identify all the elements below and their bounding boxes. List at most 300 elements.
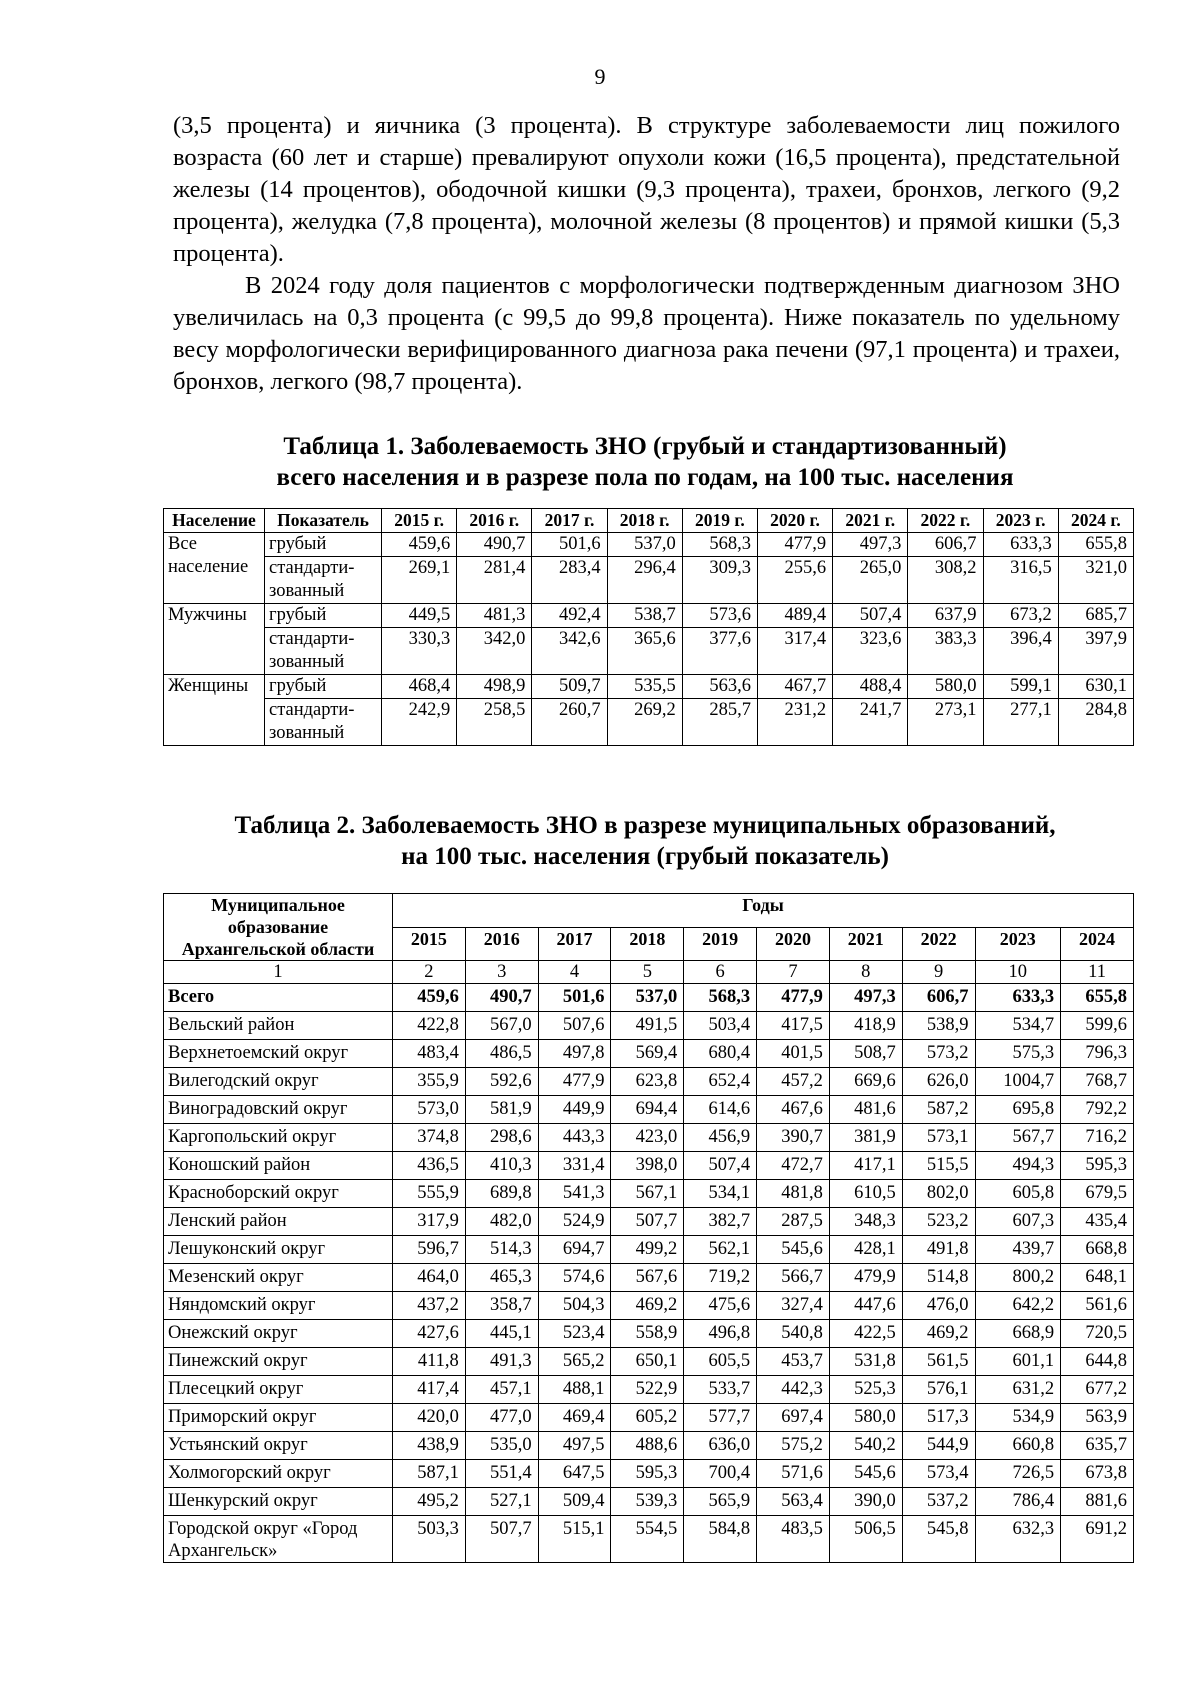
table2-value-cell: 573,4 <box>902 1460 975 1488</box>
table2-column-number: 11 <box>1061 961 1134 984</box>
table1-indicator-cell: стандарти-зованный <box>265 699 382 746</box>
table1-value-cell: 599,1 <box>983 675 1058 699</box>
table1-value-cell: 285,7 <box>682 699 757 746</box>
table2-value-cell: 695,8 <box>975 1096 1061 1124</box>
table2-row <box>164 1488 1134 1516</box>
table1-value-cell: 606,7 <box>908 533 983 557</box>
table2-municipality-cell: Вельский район <box>164 1012 393 1040</box>
table2-value-cell: 573,1 <box>902 1124 975 1152</box>
table1-value-cell: 538,7 <box>607 604 682 628</box>
table2-value-cell: 508,7 <box>829 1040 902 1068</box>
table2-value-cell: 562,1 <box>684 1236 757 1264</box>
table2-value-cell: 317,9 <box>393 1208 466 1236</box>
table2-municipality-cell: Онежский округ <box>164 1320 393 1348</box>
table1-value-cell: 242,9 <box>382 699 457 746</box>
table2-value-cell: 527,1 <box>465 1488 538 1516</box>
table2-year-header: 2024 <box>1061 927 1134 961</box>
table2-value-cell: 1004,7 <box>975 1068 1061 1096</box>
table1-header-cell: 2021 г. <box>833 509 908 533</box>
table2-value-cell: 539,3 <box>611 1488 684 1516</box>
table2-value-cell: 381,9 <box>829 1124 902 1152</box>
table2-municipality-cell: Плесецкий округ <box>164 1376 393 1404</box>
table2-value-cell: 374,8 <box>393 1124 466 1152</box>
table2-value-cell: 477,9 <box>757 984 830 1012</box>
table1-row <box>164 604 1134 628</box>
table2-value-cell: 606,7 <box>902 984 975 1012</box>
table2-value-cell: 522,9 <box>611 1376 684 1404</box>
table2-value-cell: 287,5 <box>757 1208 830 1236</box>
table2-year-header: 2023 <box>975 927 1061 961</box>
table2-value-cell: 668,9 <box>975 1320 1061 1348</box>
table2-value-cell: 694,7 <box>538 1236 611 1264</box>
table2-value-cell: 605,5 <box>684 1348 757 1376</box>
table2-year-header: 2022 <box>902 927 975 961</box>
table2-value-cell: 472,7 <box>757 1152 830 1180</box>
table2-total-row <box>164 984 1134 1012</box>
table1-value-cell: 497,3 <box>833 533 908 557</box>
table2-municipality-cell: Каргопольский округ <box>164 1124 393 1152</box>
table2-value-cell: 447,6 <box>829 1292 902 1320</box>
table2-value-cell: 580,0 <box>829 1404 902 1432</box>
table2-column-number: 5 <box>611 961 684 984</box>
table2-row <box>164 1040 1134 1068</box>
table2-value-cell: 537,0 <box>611 984 684 1012</box>
table2-value-cell: 427,6 <box>393 1320 466 1348</box>
body-text <box>173 110 1120 398</box>
table2-row <box>164 1320 1134 1348</box>
table1-value-cell: 468,4 <box>382 675 457 699</box>
table1-value-cell: 633,3 <box>983 533 1058 557</box>
table2-value-cell: 573,2 <box>902 1040 975 1068</box>
table1-value-cell: 637,9 <box>908 604 983 628</box>
table2-municipality-cell: Городской округ «Город Архангельск» <box>164 1516 393 1563</box>
page-number: 9 <box>594 64 606 89</box>
table2-value-cell: 420,0 <box>393 1404 466 1432</box>
table2-caption-line: на 100 тыс. населения (грубый показатель) <box>401 843 889 870</box>
table1-header-cell: Показатель <box>265 509 382 533</box>
table2-value-cell: 679,5 <box>1061 1180 1134 1208</box>
table1-header-cell: 2016 г. <box>457 509 532 533</box>
table2-value-cell: 507,4 <box>684 1152 757 1180</box>
table1-value-cell: 265,0 <box>833 557 908 604</box>
table2-value-cell: 479,9 <box>829 1264 902 1292</box>
table2-municipality-cell: Холмогорский округ <box>164 1460 393 1488</box>
table1-value-cell: 281,4 <box>457 557 532 604</box>
table2-value-cell: 437,2 <box>393 1292 466 1320</box>
table2-value-cell: 689,8 <box>465 1180 538 1208</box>
table1-population-cell: Женщины <box>164 675 265 746</box>
table2-value-cell: 442,3 <box>757 1376 830 1404</box>
table1-value-cell: 573,6 <box>682 604 757 628</box>
table2-value-cell: 642,2 <box>975 1292 1061 1320</box>
table1-header-cell: 2019 г. <box>682 509 757 533</box>
table1-indicator-cell: грубый <box>265 675 382 699</box>
table2-value-cell: 575,3 <box>975 1040 1061 1068</box>
table2-value-cell: 469,2 <box>902 1320 975 1348</box>
table2-value-cell: 514,3 <box>465 1236 538 1264</box>
table1-value-cell: 492,4 <box>532 604 607 628</box>
table1-value-cell: 283,4 <box>532 557 607 604</box>
table2-row <box>164 1460 1134 1488</box>
table2-value-cell: 491,8 <box>902 1236 975 1264</box>
table2-value-cell: 481,6 <box>829 1096 902 1124</box>
table2-value-cell: 647,5 <box>538 1460 611 1488</box>
table2-year-header: 2020 <box>757 927 830 961</box>
table2-value-cell: 417,1 <box>829 1152 902 1180</box>
table1-value-cell: 284,8 <box>1058 699 1133 746</box>
table1-header-cell: 2015 г. <box>382 509 457 533</box>
table2-value-cell: 497,3 <box>829 984 902 1012</box>
table2-value-cell: 517,3 <box>902 1404 975 1432</box>
table1-value-cell: 383,3 <box>908 628 983 675</box>
table2-value-cell: 544,9 <box>902 1432 975 1460</box>
table1-value-cell: 342,6 <box>532 628 607 675</box>
paragraph: (3,5 процента) и яичника (3 процента). В структуре заболеваемости лиц пожилого возраста (60 лет и старше) превалируют опухоли кожи (16,5 процента), предстательной железы (14 процентов), ободочной кишки (9,3 процента), трахеи, бронхов, легкого (9,2 процента), желудка (7,8 процента), молочной железы (8 процентов) и прямой кишки (5,3 процента). <box>173 112 1120 267</box>
table2-municipality-cell: Шенкурский округ <box>164 1488 393 1516</box>
table2-value-cell: 327,4 <box>757 1292 830 1320</box>
table1-value-cell: 563,6 <box>682 675 757 699</box>
table2-value-cell: 483,5 <box>757 1516 830 1563</box>
table2-value-cell: 595,3 <box>611 1460 684 1488</box>
table2-body <box>164 984 1134 1563</box>
table1-value-cell: 377,6 <box>682 628 757 675</box>
table2-value-cell: 623,8 <box>611 1068 684 1096</box>
table1-value-cell: 241,7 <box>833 699 908 746</box>
table2-value-cell: 650,1 <box>611 1348 684 1376</box>
table2-value-cell: 595,3 <box>1061 1152 1134 1180</box>
table2-municipality-cell: Лешуконский округ <box>164 1236 393 1264</box>
table2-value-cell: 503,4 <box>684 1012 757 1040</box>
table2-value-cell: 453,7 <box>757 1348 830 1376</box>
table1-value-cell: 258,5 <box>457 699 532 746</box>
table1-value-cell: 481,3 <box>457 604 532 628</box>
table1-value-cell: 501,6 <box>532 533 607 557</box>
table2-row <box>164 1292 1134 1320</box>
table2-value-cell: 648,1 <box>1061 1264 1134 1292</box>
table2-value-cell: 576,1 <box>902 1376 975 1404</box>
table2-value-cell: 507,7 <box>611 1208 684 1236</box>
table2-row <box>164 1432 1134 1460</box>
table1-header-cell: 2023 г. <box>983 509 1058 533</box>
table2-value-cell: 504,3 <box>538 1292 611 1320</box>
table2-value-cell: 488,6 <box>611 1432 684 1460</box>
table2-value-cell: 524,9 <box>538 1208 611 1236</box>
table2-value-cell: 545,6 <box>757 1236 830 1264</box>
table2-value-cell: 501,6 <box>538 984 611 1012</box>
table2-value-cell: 601,1 <box>975 1348 1061 1376</box>
table2-row <box>164 1152 1134 1180</box>
table2-value-cell: 449,9 <box>538 1096 611 1124</box>
table2-value-cell: 574,6 <box>538 1264 611 1292</box>
table2-value-cell: 477,9 <box>538 1068 611 1096</box>
table2-value-cell: 568,3 <box>684 984 757 1012</box>
table2-value-cell: 534,7 <box>975 1012 1061 1040</box>
table2-value-cell: 540,8 <box>757 1320 830 1348</box>
table2-value-cell: 491,3 <box>465 1348 538 1376</box>
table2-value-cell: 561,6 <box>1061 1292 1134 1320</box>
table2-value-cell: 298,6 <box>465 1124 538 1152</box>
table1-indicator-cell: грубый <box>265 604 382 628</box>
table2-column-number: 8 <box>829 961 902 984</box>
table2-value-cell: 497,5 <box>538 1432 611 1460</box>
table2-row <box>164 1180 1134 1208</box>
table1-header-cell: Население <box>164 509 265 533</box>
table1-value-cell: 309,3 <box>682 557 757 604</box>
table2-value-cell: 410,3 <box>465 1152 538 1180</box>
table1-value-cell: 489,4 <box>757 604 832 628</box>
table1-value-cell: 449,5 <box>382 604 457 628</box>
table2-value-cell: 569,4 <box>611 1040 684 1068</box>
paragraph: В 2024 году доля пациентов с морфологически подтвержденным диагнозом ЗНО увеличилась на 0,3 процента (с 99,5 до 99,8 процента). Ниже показатель по удельному весу морфологически верифицированного диагноза рака печени (97,1 процента) и трахеи, бронхов, легкого (98,7 процента). <box>173 272 1120 395</box>
table2-row <box>164 1208 1134 1236</box>
table2-value-cell: 390,7 <box>757 1124 830 1152</box>
table2-value-cell: 565,9 <box>684 1488 757 1516</box>
table2-municipality-cell: Мезенский округ <box>164 1264 393 1292</box>
table2-value-cell: 390,0 <box>829 1488 902 1516</box>
table2-value-cell: 428,1 <box>829 1236 902 1264</box>
table1-indicator-cell: стандарти-зованный <box>265 628 382 675</box>
table1-body <box>164 533 1134 746</box>
table1-indicator-cell: стандарти-зованный <box>265 557 382 604</box>
table2-value-cell: 495,2 <box>393 1488 466 1516</box>
table2-value-cell: 457,2 <box>757 1068 830 1096</box>
table1-row <box>164 533 1134 557</box>
table2-value-cell: 509,4 <box>538 1488 611 1516</box>
table1-value-cell: 477,9 <box>757 533 832 557</box>
table2-value-cell: 635,7 <box>1061 1432 1134 1460</box>
table2-municipality-cell: Пинежский округ <box>164 1348 393 1376</box>
table2-row <box>164 1516 1134 1563</box>
table2-value-cell: 680,4 <box>684 1040 757 1068</box>
table2-value-cell: 691,2 <box>1061 1516 1134 1563</box>
table2-value-cell: 700,4 <box>684 1460 757 1488</box>
table1-caption-line: Таблица 1. Заболеваемость ЗНО (грубый и стандартизованный) <box>283 433 1007 460</box>
table1-value-cell: 467,7 <box>757 675 832 699</box>
table1-caption <box>120 431 1170 493</box>
table1-value-cell: 490,7 <box>457 533 532 557</box>
table2-caption <box>120 810 1170 872</box>
table1-row <box>164 557 1134 604</box>
table2-value-cell: 587,1 <box>393 1460 466 1488</box>
table2-value-cell: 596,7 <box>393 1236 466 1264</box>
table2-column-number: 1 <box>164 961 393 984</box>
table2-municipality-cell: Вилегодский округ <box>164 1068 393 1096</box>
table2-value-cell: 507,6 <box>538 1012 611 1040</box>
table2-value-cell: 496,8 <box>684 1320 757 1348</box>
table2-years-header: Годы <box>393 894 1134 928</box>
table2-value-cell: 497,8 <box>538 1040 611 1068</box>
table1-value-cell: 269,1 <box>382 557 457 604</box>
table2-value-cell: 475,6 <box>684 1292 757 1320</box>
table2-value-cell: 563,9 <box>1061 1404 1134 1432</box>
table1-value-cell: 673,2 <box>983 604 1058 628</box>
table1-indicator-cell: грубый <box>265 533 382 557</box>
table2-value-cell: 457,1 <box>465 1376 538 1404</box>
table2-value-cell: 398,0 <box>611 1152 684 1180</box>
table1-value-cell: 537,0 <box>607 533 682 557</box>
table1-caption-line: всего населения и в разрезе пола по годам, на 100 тыс. населения <box>276 464 1014 491</box>
table2-value-cell: 418,9 <box>829 1012 902 1040</box>
table2-value-cell: 469,2 <box>611 1292 684 1320</box>
table2-municipality-cell: Красноборский округ <box>164 1180 393 1208</box>
table2-row <box>164 1012 1134 1040</box>
table2-column-numbers-row <box>164 961 1134 984</box>
table2-value-cell: 533,7 <box>684 1376 757 1404</box>
table2-value-cell: 464,0 <box>393 1264 466 1292</box>
table2-value-cell: 515,1 <box>538 1516 611 1563</box>
table2-municipality-cell: Няндомский округ <box>164 1292 393 1320</box>
table2-header-row <box>164 894 1134 928</box>
table1-value-cell: 655,8 <box>1058 533 1133 557</box>
table2-column-number: 9 <box>902 961 975 984</box>
table1-header-row <box>164 509 1134 533</box>
table2-value-cell: 417,4 <box>393 1376 466 1404</box>
table2-value-cell: 465,3 <box>465 1264 538 1292</box>
table2-row <box>164 1096 1134 1124</box>
table2-value-cell: 652,4 <box>684 1068 757 1096</box>
table1-value-cell: 231,2 <box>757 699 832 746</box>
table2-value-cell: 422,5 <box>829 1320 902 1348</box>
table2-value-cell: 439,7 <box>975 1236 1061 1264</box>
table2-row <box>164 1124 1134 1152</box>
table2-row <box>164 1068 1134 1096</box>
table2-value-cell: 355,9 <box>393 1068 466 1096</box>
table2-value-cell: 567,6 <box>611 1264 684 1292</box>
table1-value-cell: 397,9 <box>1058 628 1133 675</box>
table2-municipality-cell: Приморский округ <box>164 1404 393 1432</box>
table2-value-cell: 575,2 <box>757 1432 830 1460</box>
table2-value-cell: 382,7 <box>684 1208 757 1236</box>
table2-value-cell: 636,0 <box>684 1432 757 1460</box>
table2-value-cell: 417,5 <box>757 1012 830 1040</box>
table2-value-cell: 587,2 <box>902 1096 975 1124</box>
table2-row <box>164 1236 1134 1264</box>
table2-value-cell: 626,0 <box>902 1068 975 1096</box>
table2-value-cell: 677,2 <box>1061 1376 1134 1404</box>
table2-value-cell: 459,6 <box>393 984 466 1012</box>
table1-value-cell: 317,4 <box>757 628 832 675</box>
table2-value-cell: 802,0 <box>902 1180 975 1208</box>
table2-value-cell: 673,8 <box>1061 1460 1134 1488</box>
table2-municipality-cell: Верхнетоемский округ <box>164 1040 393 1068</box>
table2-corner-header: Муниципальное образование Архангельской области <box>164 894 393 961</box>
table2-year-header: 2018 <box>611 927 684 961</box>
table1-row <box>164 675 1134 699</box>
table2-value-cell: 348,3 <box>829 1208 902 1236</box>
table2-value-cell: 515,5 <box>902 1152 975 1180</box>
table2-value-cell: 599,6 <box>1061 1012 1134 1040</box>
table2-column-number: 6 <box>684 961 757 984</box>
table2-year-header: 2015 <box>393 927 466 961</box>
table2-value-cell: 554,5 <box>611 1516 684 1563</box>
table2-municipality-cell: Ленский район <box>164 1208 393 1236</box>
table1-header-cell: 2017 г. <box>532 509 607 533</box>
table2-value-cell: 768,7 <box>1061 1068 1134 1096</box>
table2-municipality-cell: Устьянский округ <box>164 1432 393 1460</box>
table2-value-cell: 555,9 <box>393 1180 466 1208</box>
table2-value-cell: 719,2 <box>684 1264 757 1292</box>
table2-value-cell: 800,2 <box>975 1264 1061 1292</box>
table2-municipality-cell: Всего <box>164 984 393 1012</box>
table1-value-cell: 260,7 <box>532 699 607 746</box>
table2-column-number: 3 <box>465 961 538 984</box>
table2-value-cell: 660,8 <box>975 1432 1061 1460</box>
table2-value-cell: 697,4 <box>757 1404 830 1432</box>
table2 <box>163 893 1134 1563</box>
table1-header-cell: 2020 г. <box>757 509 832 533</box>
table2-value-cell: 523,4 <box>538 1320 611 1348</box>
table2-value-cell: 506,5 <box>829 1516 902 1563</box>
table2-value-cell: 469,4 <box>538 1404 611 1432</box>
table2-value-cell: 534,9 <box>975 1404 1061 1432</box>
table2-year-header: 2021 <box>829 927 902 961</box>
table2-value-cell: 668,8 <box>1061 1236 1134 1264</box>
table2-value-cell: 531,8 <box>829 1348 902 1376</box>
table2-value-cell: 467,6 <box>757 1096 830 1124</box>
table2-column-number: 2 <box>393 961 466 984</box>
table2-value-cell: 456,9 <box>684 1124 757 1152</box>
table2-municipality-cell: Виноградовский округ <box>164 1096 393 1124</box>
table1-value-cell: 277,1 <box>983 699 1058 746</box>
table2-value-cell: 476,0 <box>902 1292 975 1320</box>
table2-year-header: 2019 <box>684 927 757 961</box>
table2-value-cell: 486,5 <box>465 1040 538 1068</box>
table2-value-cell: 523,2 <box>902 1208 975 1236</box>
table2-value-cell: 443,3 <box>538 1124 611 1152</box>
table2-value-cell: 584,8 <box>684 1516 757 1563</box>
table2-row <box>164 1376 1134 1404</box>
table2-value-cell: 537,2 <box>902 1488 975 1516</box>
table2-year-header: 2017 <box>538 927 611 961</box>
table2-value-cell: 581,9 <box>465 1096 538 1124</box>
table2-value-cell: 566,7 <box>757 1264 830 1292</box>
table2-value-cell: 423,0 <box>611 1124 684 1152</box>
table2-value-cell: 538,9 <box>902 1012 975 1040</box>
table2-value-cell: 633,3 <box>975 984 1061 1012</box>
table2-value-cell: 490,7 <box>465 984 538 1012</box>
table1-header-cell: 2022 г. <box>908 509 983 533</box>
table2-value-cell: 881,6 <box>1061 1488 1134 1516</box>
table2-value-cell: 571,6 <box>757 1460 830 1488</box>
table2-value-cell: 545,6 <box>829 1460 902 1488</box>
table1-value-cell: 580,0 <box>908 675 983 699</box>
table1-population-cell: Все население <box>164 533 265 604</box>
table2-value-cell: 577,7 <box>684 1404 757 1432</box>
table1-value-cell: 330,3 <box>382 628 457 675</box>
table2-value-cell: 655,8 <box>1061 984 1134 1012</box>
table1-value-cell: 273,1 <box>908 699 983 746</box>
table1-row <box>164 699 1134 746</box>
table2-value-cell: 422,8 <box>393 1012 466 1040</box>
table1-value-cell: 308,2 <box>908 557 983 604</box>
table2-value-cell: 561,5 <box>902 1348 975 1376</box>
table2-value-cell: 545,8 <box>902 1516 975 1563</box>
table2-value-cell: 605,2 <box>611 1404 684 1432</box>
table1-header-cell: 2018 г. <box>607 509 682 533</box>
table2-value-cell: 573,0 <box>393 1096 466 1124</box>
table2-value-cell: 694,4 <box>611 1096 684 1124</box>
table2-value-cell: 483,4 <box>393 1040 466 1068</box>
table1-value-cell: 342,0 <box>457 628 532 675</box>
table2-value-cell: 551,4 <box>465 1460 538 1488</box>
table1-value-cell: 365,6 <box>607 628 682 675</box>
table2-value-cell: 491,5 <box>611 1012 684 1040</box>
table2-value-cell: 535,0 <box>465 1432 538 1460</box>
table2-value-cell: 565,2 <box>538 1348 611 1376</box>
table2-value-cell: 494,3 <box>975 1152 1061 1180</box>
table2-value-cell: 786,4 <box>975 1488 1061 1516</box>
table2-value-cell: 411,8 <box>393 1348 466 1376</box>
